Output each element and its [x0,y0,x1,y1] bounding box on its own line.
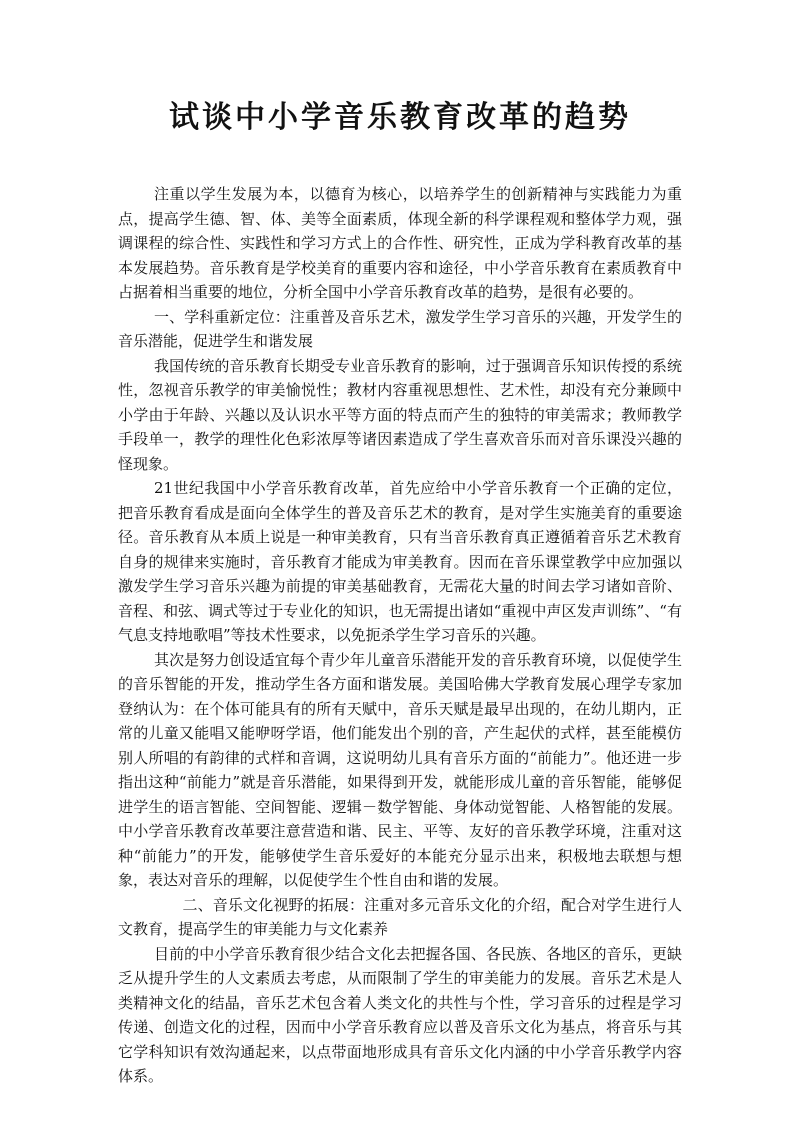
section-heading-1: 一、学科重新定位：注重普及音乐艺术，激发学生学习音乐的兴趣，开发学生的音乐潜能，促进学生和谐发展 [118,307,682,350]
document-title: 试谈中小学音乐教育改革的趋势 [169,100,631,135]
section-heading-2: 二、音乐文化视野的拓展：注重对多元音乐文化的介绍，配合对学生进行人文教育，提高学生的审美能力与文化素养 [118,895,682,938]
body-paragraph: 我国传统的音乐教育长期受专业音乐教育的影响，过于强调音乐知识传授的系统性，忽视音乐教学的审美愉悦性；教材内容重视思想性、艺术性，却没有充分兼顾中小学由于年龄、兴趣以及认识水平等方面的特点而产生的独特的审美需求；教师教学手段单一，教学的理性化色彩浓厚等诸因素造成了学生喜欢音乐而对音乐课没兴趣的怪现象。 [118,356,682,473]
body-paragraph: 其次是努力创设适宜每个青少年儿童音乐潜能开发的音乐教育环境，以促使学生的音乐智能的开发，推动学生各方面和谐发展。美国哈佛大学教育发展心理学专家加登纳认为：在个体可能具有的所有天赋中，音乐天赋是最早出现的，在幼儿期内，正常的儿童又能唱又能咿呀学语，他们能发出个别的音，产生起伏的式样，甚至能模仿别人所唱的有韵律的式样和音调，这说明幼儿具有音乐方面的“前能力”。他还进一步指出这种“前能力”就是音乐潜能，如果得到开发，就能形成儿童的音乐智能，能够促进学生的语言智能、空间智能、逻辑－数学智能、身体动觉智能、人格智能的发展。中小学音乐教育改革要注意营造和谐、民主、平等、友好的音乐教学环境，注重对这种“前能力”的开发，能够使学生音乐爱好的本能充分显示出来，积极地去联想与想象，表达对音乐的理解，以促使学生个性自由和谐的发展。 [118,650,682,889]
body-paragraph: 目前的中小学音乐教育很少结合文化去把握各国、各民族、各地区的音乐，更缺乏从提升学生的人文素质去考虑，从而限制了学生的审美能力的发展。音乐艺术是人类精神文化的结晶，音乐艺术包含着人类文化的共性与个性，学习音乐的过程是学习传递、创造文化的过程，因而中小学音乐教育应以普及音乐文化为基点，将音乐与其它学科知识有效沟通起来，以点带面地形成具有音乐文化内涵的中小学音乐教学内容体系。 [118,944,682,1085]
intro-paragraph: 注重以学生发展为本，以德育为核心，以培养学生的创新精神与实践能力为重点，提高学生德、智、体、美等全面素质，体现全新的科学课程观和整体学力观，强调课程的综合性、实践性和学习方式上的合作性、研究性，正成为学科教育改革的基本发展趋势。音乐教育是学校美育的重要内容和途径，中小学音乐教育在素质教育中占据着相当重要的地位，分析全国中小学音乐教育改革的趋势，是很有必要的。 [118,185,682,301]
body-paragraph: 21世纪我国中小学音乐教育改革，首先应给中小学音乐教育一个正确的定位，把音乐教育看成是面向全体学生的普及音乐艺术的教育，是对学生实施美育的重要途径。音乐教育从本质上说是一种审美教育，只有当音乐教育真正遵循着音乐艺术教育自身的规律来实施时，音乐教育才能成为审美教育。因而在音乐课堂教学中应加强以激发学生学习音乐兴趣为前提的审美基础教育，无需花大量的时间去学习诸如音阶、音程、和弦、调式等过于专业化的知识，也无需提出诸如“重视中声区发声训练”、“有气息支持地歌唱”等技术性要求，以免扼杀学生学习音乐的兴趣。 [118,479,682,644]
document-body [118,182,682,1089]
